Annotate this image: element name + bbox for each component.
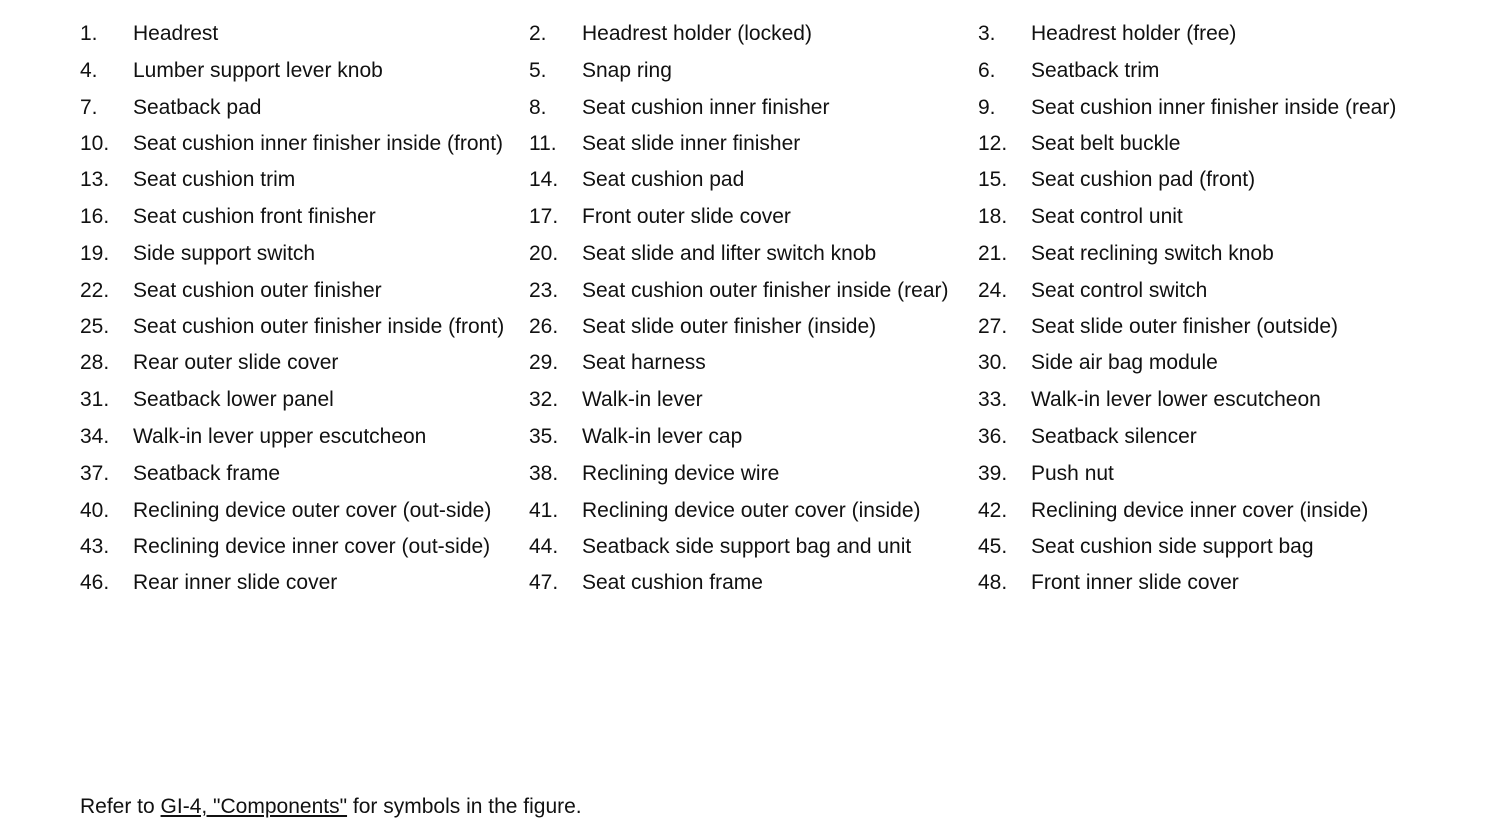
item-number: 40. <box>80 499 110 522</box>
legend-item <box>529 532 978 561</box>
legend-item <box>529 422 978 451</box>
legend-item <box>80 56 529 85</box>
legend-row <box>80 532 1430 561</box>
item-label: Seat slide outer finisher (inside) <box>582 315 877 338</box>
item-number: 33. <box>978 388 1008 411</box>
item-label: Seat cushion outer finisher inside (rear) <box>582 279 949 302</box>
item-label: Walk-in lever cap <box>582 425 743 448</box>
item-number: 19. <box>80 242 110 265</box>
legend-item <box>80 165 529 194</box>
item-label: Seat control switch <box>1031 279 1208 302</box>
item-number: 2. <box>529 22 547 45</box>
legend-row <box>80 19 1430 48</box>
legend-item <box>529 312 978 341</box>
footer-prefix: Refer to <box>80 795 161 818</box>
legend-item <box>80 422 529 451</box>
legend-item <box>529 202 978 231</box>
legend-item <box>529 276 978 305</box>
item-label: Seatback lower panel <box>133 388 334 411</box>
item-label: Seat harness <box>582 351 706 374</box>
legend-row <box>80 348 1430 377</box>
legend-row <box>80 129 1430 158</box>
item-label: Walk-in lever upper escutcheon <box>133 425 427 448</box>
legend-row <box>80 165 1430 194</box>
item-label: Seatback pad <box>133 96 262 119</box>
legend-row <box>80 496 1430 525</box>
item-label: Seatback frame <box>133 462 281 485</box>
footer-suffix: for symbols in the figure. <box>347 795 582 818</box>
item-label: Seat slide inner finisher <box>582 132 801 155</box>
item-number: 36. <box>978 425 1008 448</box>
legend-item <box>80 239 529 268</box>
legend-row <box>80 422 1430 451</box>
item-label: Headrest <box>133 22 219 45</box>
footer-note <box>80 792 582 821</box>
item-number: 6. <box>978 59 996 82</box>
item-label: Seat cushion front finisher <box>133 205 376 228</box>
item-label: Push nut <box>1031 462 1114 485</box>
item-number: 16. <box>80 205 110 228</box>
legend-item <box>80 93 529 122</box>
legend-item <box>978 422 1430 451</box>
item-label: Walk-in lever lower escutcheon <box>1031 388 1321 411</box>
item-label: Front inner slide cover <box>1031 571 1239 594</box>
legend-row <box>80 93 1430 122</box>
item-number: 23. <box>529 279 559 302</box>
item-label: Headrest holder (locked) <box>582 22 812 45</box>
legend-item <box>978 459 1430 488</box>
item-number: 9. <box>978 96 996 119</box>
item-number: 5. <box>529 59 547 82</box>
item-label: Seat cushion side support bag <box>1031 535 1314 558</box>
legend-item <box>978 312 1430 341</box>
legend-item <box>978 385 1430 414</box>
legend-row <box>80 276 1430 305</box>
legend-item <box>978 129 1430 158</box>
legend-item <box>978 348 1430 377</box>
item-label: Side support switch <box>133 242 316 265</box>
legend-row <box>80 202 1430 231</box>
item-number: 10. <box>80 132 110 155</box>
item-label: Lumber support lever knob <box>133 59 383 82</box>
item-number: 26. <box>529 315 559 338</box>
legend-item <box>80 19 529 48</box>
legend-item <box>978 496 1430 525</box>
item-number: 15. <box>978 168 1008 191</box>
item-label: Seatback side support bag and unit <box>582 535 912 558</box>
item-number: 1. <box>80 22 98 45</box>
legend-item <box>80 276 529 305</box>
item-number: 28. <box>80 351 110 374</box>
legend-item <box>529 459 978 488</box>
legend-item <box>529 239 978 268</box>
legend-item <box>80 202 529 231</box>
legend-item <box>529 348 978 377</box>
item-label: Seat cushion pad (front) <box>1031 168 1256 191</box>
item-number: 12. <box>978 132 1008 155</box>
item-number: 22. <box>80 279 110 302</box>
item-label: Seat cushion inner finisher inside (rear) <box>1031 96 1397 119</box>
item-number: 18. <box>978 205 1008 228</box>
legend-item <box>529 56 978 85</box>
item-label: Snap ring <box>582 59 672 82</box>
item-number: 4. <box>80 59 98 82</box>
item-number: 21. <box>978 242 1008 265</box>
legend-item <box>529 385 978 414</box>
item-number: 32. <box>529 388 559 411</box>
item-label: Reclining device inner cover (out-side) <box>133 535 491 558</box>
legend-item <box>978 532 1430 561</box>
item-label: Seat belt buckle <box>1031 132 1181 155</box>
legend-item <box>529 129 978 158</box>
item-label: Seat cushion outer finisher inside (front) <box>133 315 505 338</box>
item-number: 20. <box>529 242 559 265</box>
components-reference-link[interactable]: GI-4, "Components" <box>160 795 348 818</box>
item-label: Front outer slide cover <box>582 205 791 228</box>
item-label: Seat slide and lifter switch knob <box>582 242 877 265</box>
item-number: 7. <box>80 96 98 119</box>
legend-item <box>978 93 1430 122</box>
item-label: Seatback silencer <box>1031 425 1197 448</box>
legend-item <box>80 312 529 341</box>
item-label: Seat cushion inner finisher inside (front) <box>133 132 504 155</box>
legend-row <box>80 56 1430 85</box>
legend-item <box>529 568 978 597</box>
legend-item <box>978 202 1430 231</box>
item-number: 13. <box>80 168 110 191</box>
item-label: Reclining device outer cover (out-side) <box>133 499 492 522</box>
item-label: Rear outer slide cover <box>133 351 339 374</box>
item-number: 25. <box>80 315 110 338</box>
legend-item <box>529 165 978 194</box>
item-number: 45. <box>978 535 1008 558</box>
item-label: Headrest holder (free) <box>1031 22 1237 45</box>
item-label: Seat cushion outer finisher <box>133 279 382 302</box>
item-number: 35. <box>529 425 559 448</box>
legend-item <box>978 56 1430 85</box>
legend-item <box>978 568 1430 597</box>
item-label: Reclining device outer cover (inside) <box>582 499 921 522</box>
legend-item <box>529 93 978 122</box>
item-number: 27. <box>978 315 1008 338</box>
item-number: 41. <box>529 499 559 522</box>
legend-item <box>978 239 1430 268</box>
parts-legend <box>80 19 1430 605</box>
item-label: Rear inner slide cover <box>133 571 338 594</box>
item-label: Seat slide outer finisher (outside) <box>1031 315 1338 338</box>
legend-item <box>80 459 529 488</box>
item-number: 39. <box>978 462 1008 485</box>
item-number: 14. <box>529 168 559 191</box>
legend-item <box>80 385 529 414</box>
legend-row <box>80 239 1430 268</box>
legend-item <box>529 19 978 48</box>
item-number: 44. <box>529 535 559 558</box>
item-number: 17. <box>529 205 559 228</box>
item-number: 46. <box>80 571 110 594</box>
item-number: 11. <box>529 132 557 155</box>
item-number: 8. <box>529 96 547 119</box>
legend-item <box>80 496 529 525</box>
item-label: Side air bag module <box>1031 351 1218 374</box>
legend-item <box>80 129 529 158</box>
legend-row <box>80 312 1430 341</box>
item-label: Seat cushion inner finisher <box>582 96 830 119</box>
item-number: 42. <box>978 499 1008 522</box>
item-number: 30. <box>978 351 1008 374</box>
legend-row <box>80 385 1430 414</box>
item-number: 47. <box>529 571 559 594</box>
item-label: Reclining device inner cover (inside) <box>1031 499 1369 522</box>
item-number: 38. <box>529 462 559 485</box>
item-number: 48. <box>978 571 1008 594</box>
legend-item <box>978 276 1430 305</box>
item-number: 29. <box>529 351 559 374</box>
legend-row <box>80 459 1430 488</box>
item-label: Seat cushion trim <box>133 168 296 191</box>
item-label: Seat control unit <box>1031 205 1183 228</box>
item-label: Seat cushion pad <box>582 168 745 191</box>
item-number: 34. <box>80 425 110 448</box>
item-number: 24. <box>978 279 1008 302</box>
legend-item <box>529 496 978 525</box>
legend-item <box>80 532 529 561</box>
item-number: 37. <box>80 462 110 485</box>
item-label: Walk-in lever <box>582 388 703 411</box>
item-label: Reclining device wire <box>582 462 780 485</box>
legend-item <box>80 348 529 377</box>
legend-row <box>80 568 1430 597</box>
item-label: Seat reclining switch knob <box>1031 242 1274 265</box>
legend-item <box>80 568 529 597</box>
item-number: 31. <box>80 388 110 411</box>
item-label: Seatback trim <box>1031 59 1160 82</box>
item-number: 43. <box>80 535 110 558</box>
item-label: Seat cushion frame <box>582 571 763 594</box>
item-number: 3. <box>978 22 996 45</box>
legend-item <box>978 19 1430 48</box>
legend-item <box>978 165 1430 194</box>
